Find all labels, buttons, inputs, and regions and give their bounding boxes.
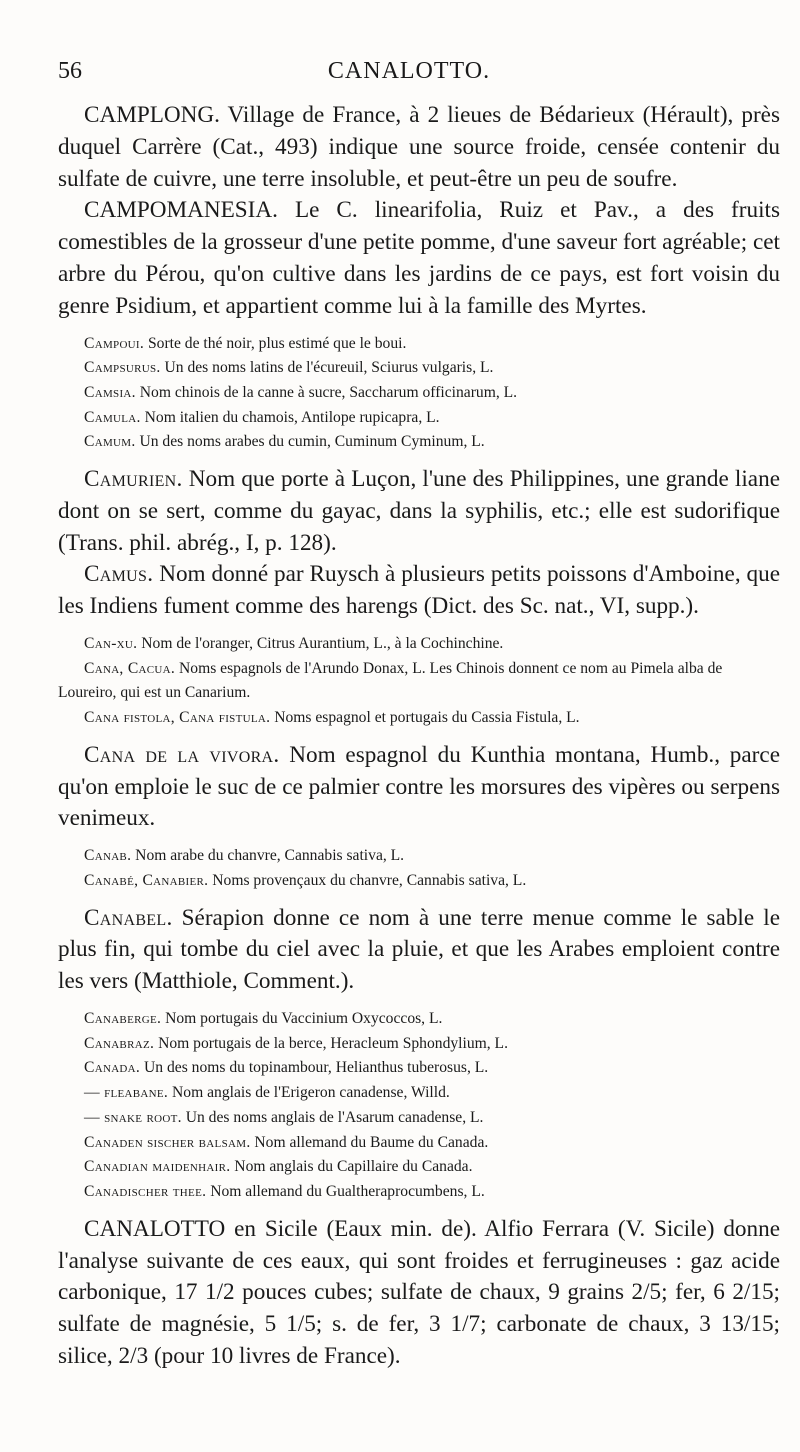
entry-text: Nom italien du chamois, Antilope rupicapra, L.: [140, 408, 440, 426]
entry-headword: CANALOTTO: [84, 1215, 226, 1242]
entry-text: Village de France, à 2 lieues de Bédarieux (Hérault), près duquel Carrère (Cat., 493) indique une source froide, censée contenir du sulfate de cuivre, une terre insoluble, et peut-être un peu de soufre.: [58, 102, 780, 192]
entry-canab: [58, 844, 780, 869]
entry-headword: Can-xu.: [84, 635, 138, 653]
page-body: [58, 100, 780, 1373]
entry-canadensischer-balsam: [58, 1131, 780, 1156]
entry-text: Sorte de thé noir, plus estimé que le boui.: [144, 334, 407, 352]
entry-headword: CAMPOMANESIA.: [84, 197, 278, 224]
entry-headword: Camula.: [84, 408, 141, 426]
entry-text: Nom que porte à Luçon, l'une des Philippines, une grande liane dont on se sert, comme du gayac, dans la syphilis, etc.; elle est sudorifique (Trans. phil. abrég., I, p. 128).: [58, 466, 780, 556]
entry-cana-cacua: [58, 657, 780, 706]
entry-text: Noms espagnols de l'Arundo Donax, L. Les Chinois donnent ce nom au Pimela alba de Loureiro, qui est un Canarium.: [58, 659, 723, 702]
entry-canabe: [58, 869, 780, 894]
entry-camum: [58, 430, 780, 455]
entry-text: Nom donné par Ruysch à plusieurs petits poissons d'Amboine, que les Indiens fument comme des harengs (Dict. des Sc. nat., VI, supp.).: [58, 561, 780, 620]
entry-text: Nom anglais du Capillaire du Canada.: [230, 1158, 473, 1176]
entry-canada: [58, 1056, 780, 1081]
entry-text: Le C. linearifolia, Ruiz et Pav., a des fruits comestibles de la grosseur d'une petite pomme, d'une saveur fort agréable; cet arbre du Pérou, qu'on cultive dans les jardins de ce pays, est fort voisin du genre Psidium, et appartient comme lui à la famille des Myrtes.: [58, 197, 780, 319]
entry-text: Un des noms du topinambour, Helianthus tuberosus, L.: [140, 1059, 489, 1077]
entry-canadian-maidenhair: [58, 1155, 780, 1180]
entry-headword: Canab.: [84, 847, 132, 865]
entry-headword: Camsia.: [84, 383, 136, 401]
entry-headword: Camurien.: [84, 466, 183, 493]
entry-can-xu: [58, 632, 780, 657]
entry-canada-snake-root: [58, 1106, 780, 1131]
entry-camplong: [58, 100, 780, 195]
entry-camurien: [58, 464, 780, 559]
entry-headword: Campoui.: [84, 334, 145, 352]
entry-camula: [58, 406, 780, 431]
entry-cana-fistola: [58, 706, 780, 731]
entry-text: Sérapion donne ce nom à une terre menue comme le sable le plus fin, qui tombe du ciel avec la pluie, et que les Arabes emploient contre les vers (Matthiole, Comment.).: [58, 904, 780, 995]
entry-canabraz: [58, 1032, 780, 1057]
entry-text: Noms provençaux du chanvre, Cannabis sativa, L.: [208, 871, 527, 889]
entry-headword: Camum.: [84, 433, 136, 451]
entry-headword: Canaden sischer balsam.: [84, 1133, 251, 1151]
entry-text: Noms espagnol et portugais du Cassia Fistula, L.: [270, 709, 580, 727]
entry-text: Nom chinois de la canne à sucre, Saccharum officinarum, L.: [135, 383, 518, 401]
entry-canaberge: [58, 1007, 780, 1032]
entry-canalotto: [58, 1214, 780, 1373]
entry-canabel: [58, 903, 780, 998]
entry-text: Nom de l'oranger, Citrus Aurantium, L., à la Cochinchine.: [137, 635, 504, 653]
entry-text: Un des noms anglais de l'Asarum canadense, L.: [181, 1108, 484, 1126]
entry-headword: Cana de la vivora.: [84, 741, 280, 768]
page-number: 56: [58, 58, 82, 84]
entry-headword: Camus.: [84, 561, 154, 588]
entry-text: Un des noms arabes du cumin, Cuminum Cyminum, L.: [135, 433, 485, 451]
entry-headword: — snake root.: [84, 1108, 182, 1126]
entry-text: Nom portugais du Vaccinium Oxycoccos, L.: [161, 1010, 443, 1028]
entry-headword: Canabraz.: [84, 1034, 155, 1052]
entry-campoui: [58, 332, 780, 357]
page-header: [58, 58, 760, 92]
entry-text: en Sicile (Eaux min. de). Alfio Ferrara (V. Sicile) donne l'analyse suivante de ces eaux, qui sont froides et ferrugineuses : gaz acide carbonique, 17 1/2 pouces cubes; sulfate de chaux, 9 grains 2/5; fer, 6 2/15; sulfate de magnésie, 5 1/5; s. de fer, 3 1/7; carbonate de chaux, 3 13/15; silice, 2/3 (pour 10 livres de France).: [58, 1215, 780, 1369]
entry-canada-fleabane: [58, 1081, 780, 1106]
entry-headword: Campsurus.: [84, 359, 161, 377]
entry-headword: CAMPLONG.: [84, 102, 220, 128]
entry-headword: Canadischer thee.: [84, 1183, 207, 1200]
entry-headword: Canabel.: [84, 904, 173, 931]
entry-text: Nom allemand du Baume du Canada.: [250, 1133, 489, 1151]
entry-campsurus: [58, 356, 780, 381]
entry-canadischer-thee: [58, 1180, 780, 1205]
entry-headword: Canaberge.: [84, 1010, 162, 1028]
entry-text: Nom espagnol du Kunthia montana, Humb., parce qu'on emploie le suc de ce palmier contre les morsures des vipères ou serpens venimeux.: [58, 741, 780, 832]
entry-camus: [58, 559, 780, 623]
entry-headword: Cana, Cacua.: [84, 659, 176, 677]
entry-headword: Canabé, Canabier.: [84, 871, 209, 889]
entry-text: Nom allemand du Gualtheraprocumbens, L.: [206, 1183, 485, 1200]
running-title: CANALOTTO.: [327, 58, 491, 84]
entry-camsia: [58, 381, 780, 406]
entry-text: Nom portugais de la berce, Heracleum Sphondylium, L.: [154, 1034, 508, 1052]
entry-text: Nom arabe du chanvre, Cannabis sativa, L.: [131, 847, 405, 865]
entry-headword: Canada.: [84, 1059, 141, 1077]
entry-text: Un des noms latins de l'écureuil, Sciurus vulgaris, L.: [160, 359, 494, 377]
entry-campomanesia: [58, 195, 780, 322]
entry-headword: Canadian maidenhair.: [84, 1158, 231, 1176]
entry-headword: — fleabane.: [84, 1084, 169, 1102]
entry-text: Nom anglais de l'Erigeron canadense, Willd.: [168, 1084, 450, 1102]
entry-cana-de-la-vivora: [58, 740, 780, 835]
entry-headword: Cana fistola, Cana fistula.: [84, 709, 271, 727]
